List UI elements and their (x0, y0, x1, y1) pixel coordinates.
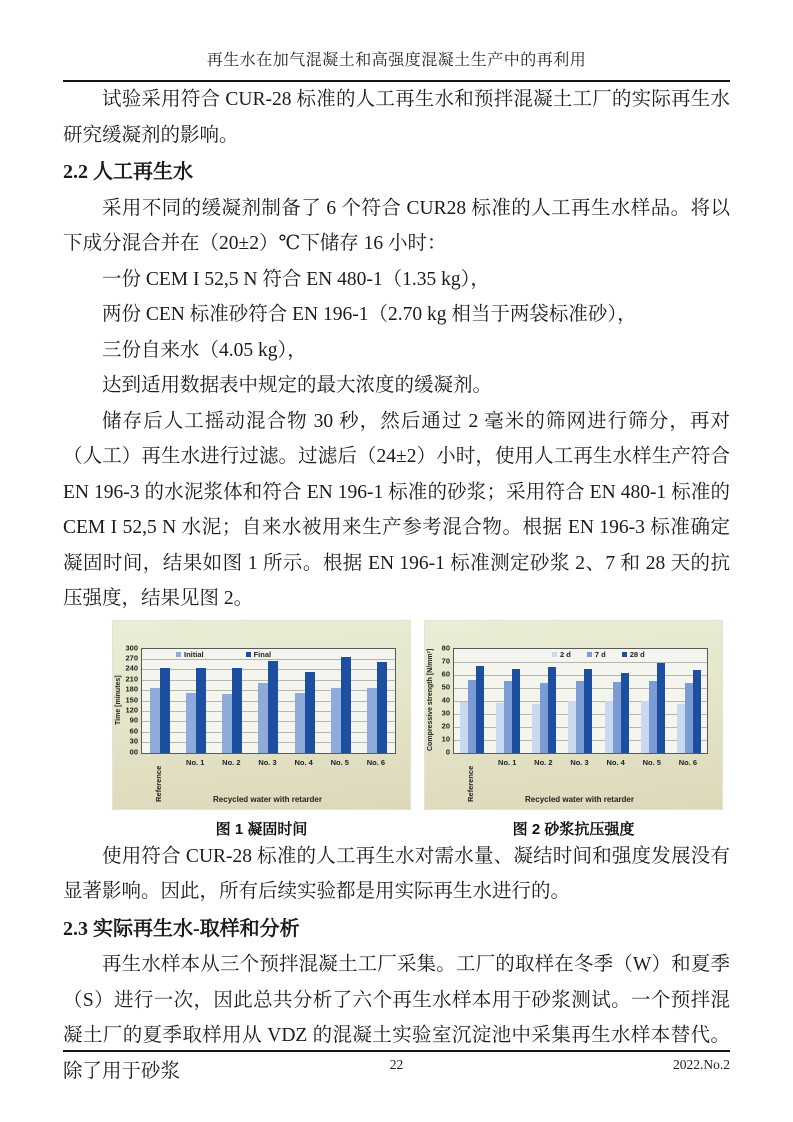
legend-item (552, 651, 571, 659)
legend-swatch (176, 652, 181, 657)
bar (548, 667, 556, 752)
bar (232, 668, 242, 753)
bar (568, 701, 576, 753)
bar (532, 704, 540, 753)
paragraph: 采用不同的缓凝剂制备了 6 个符合 CUR28 标准的人工再生水样品。将以下成分混合并在（20±2）℃下储存 16 小时： (63, 197, 730, 254)
bar (540, 683, 548, 753)
legend-label: 2 d (560, 649, 571, 659)
y-tick-label: 60 (129, 725, 138, 735)
figure-1 (113, 621, 410, 839)
figure-2-chart (425, 621, 722, 809)
list-item: 一份 CEM I 52,5 N 符合 EN 480-1（1.35 kg）， (102, 268, 490, 290)
x-tick-slot (634, 755, 670, 801)
figures-row (63, 621, 730, 839)
x-tick-label: No. 4 (294, 757, 313, 767)
bar-group (287, 649, 323, 753)
bar-group (490, 649, 526, 753)
bar-group (635, 649, 671, 753)
legend-label: Initial (184, 649, 204, 659)
x-tick-slot (286, 755, 322, 801)
legend (176, 651, 271, 659)
legend-item (246, 651, 272, 659)
page-body (0, 82, 793, 1089)
bar (468, 680, 476, 753)
x-tick-label: No. 1 (498, 757, 517, 767)
plot-area (453, 648, 708, 754)
x-axis-title: Recycled water with retarder (525, 794, 634, 804)
y-tick-label: 240 (125, 663, 138, 673)
legend-item (176, 651, 204, 659)
legend-item (622, 651, 645, 659)
bar (693, 670, 701, 753)
y-tick-label: 300 (125, 642, 138, 652)
x-tick-slot (670, 755, 706, 801)
bar (331, 688, 341, 752)
x-axis-ticks (453, 755, 706, 801)
bar (685, 683, 693, 753)
bar (367, 688, 377, 752)
y-tick-label: 210 (125, 673, 138, 683)
legend-swatch (587, 652, 592, 657)
x-tick-label: No. 5 (330, 757, 349, 767)
y-tick-label: 0 (445, 746, 450, 756)
x-tick-slot (453, 755, 489, 801)
x-tick-slot (525, 755, 561, 801)
legend-label: 7 d (594, 649, 606, 659)
y-tick-label: 60 (441, 668, 450, 678)
journal-issue: 2022.No.2 (673, 1057, 730, 1072)
list-item: 达到适用数据表中规定的最大浓度的缓凝剂。 (102, 375, 493, 396)
bar (576, 681, 584, 753)
y-tick-label: 80 (441, 642, 450, 652)
y-tick-label: 180 (125, 684, 138, 694)
legend-label: Final (253, 649, 272, 659)
x-tick-label: No. 2 (534, 757, 553, 767)
bar-groups (142, 649, 395, 753)
y-tick-label: 30 (129, 736, 138, 746)
bar (460, 702, 468, 753)
x-tick-label: No. 2 (222, 757, 241, 767)
x-tick-slot (213, 755, 249, 801)
legend-item (587, 651, 606, 659)
x-tick-label: No. 6 (678, 757, 698, 767)
bar-groups (454, 649, 707, 753)
y-tick-label: 150 (125, 694, 138, 704)
bar (496, 703, 504, 752)
bar (258, 683, 268, 752)
bar-group (359, 649, 395, 753)
figure-1-chart (113, 621, 410, 809)
paragraph: 使用符合 CUR-28 标准的人工再生水对需水量、凝结时间和强度发展没有显著影响。因此，所有后续实验都是用实际再生水进行的。 (63, 845, 730, 902)
bar (160, 668, 170, 753)
y-tick-label: 10 (441, 733, 450, 743)
bar (649, 681, 657, 753)
bar (377, 662, 387, 752)
running-title: 再生水在加气混凝土和高强度混凝土生产中的再利用 (206, 52, 587, 69)
y-tick-label: 90 (129, 715, 138, 725)
legend-label: 28 d (629, 649, 645, 659)
bar (677, 704, 685, 753)
y-tick-label: 50 (441, 681, 450, 691)
figure-2-caption: 图 2 砂浆抗压强度 (512, 820, 635, 838)
page-header (0, 0, 793, 82)
bar-group (214, 649, 250, 753)
paragraph: 再生水样本从三个预拌混凝土工厂采集。工厂的取样在冬季（W）和夏季（S）进行一次，因此总共分析了六个再生水样本用于砂浆测试。一个预拌混凝土厂的夏季取样用从 VDZ 的混凝土实验室沉淀池中采集再生水样本替代。除了用于砂浆 (63, 954, 730, 1082)
bar (196, 668, 206, 753)
legend-swatch (622, 652, 627, 657)
paragraph: 试验采用符合 CUR-28 标准的人工再生水和预拌混凝土工厂的实际再生水研究缓凝剂的影响。 (63, 89, 730, 146)
x-tick-slot (177, 755, 213, 801)
figure-2 (425, 621, 722, 839)
x-tick-slot (249, 755, 285, 801)
x-tick-slot (322, 755, 358, 801)
bar (613, 682, 621, 752)
bar-group (142, 649, 178, 753)
x-tick-slot (141, 755, 177, 801)
y-tick-label: 270 (125, 653, 138, 663)
bar-group (599, 649, 635, 753)
y-tick-label: 120 (125, 705, 138, 715)
bar (150, 688, 160, 752)
x-tick-label: Reference (154, 765, 164, 802)
x-tick-label: No. 5 (642, 757, 661, 767)
bar (641, 701, 649, 753)
bar (504, 681, 512, 753)
x-tick-label: No. 6 (366, 757, 386, 767)
bar (305, 672, 315, 753)
bar-group (526, 649, 562, 753)
bar-group (178, 649, 214, 753)
bar-group (323, 649, 359, 753)
bar (621, 673, 629, 752)
bar (268, 661, 278, 753)
legend (552, 651, 645, 659)
x-axis-ticks (141, 755, 394, 801)
figure-1-caption: 图 1 凝固时间 (215, 820, 308, 838)
bar (657, 663, 665, 752)
section-heading-2-3: 2.3 实际再生水-取样和分析 (63, 917, 300, 940)
bar (222, 694, 232, 752)
plot-area (141, 648, 396, 754)
x-tick-label: No. 3 (258, 757, 277, 767)
x-tick-label: No. 3 (570, 757, 589, 767)
x-tick-label: Reference (466, 765, 476, 802)
legend-swatch (552, 652, 557, 657)
bar (295, 693, 305, 753)
paragraph: 储存后人工摇动混合物 30 秒，然后通过 2 毫米的筛网进行筛分，再对（人工）再生水进行过滤。过滤后（24±2）小时，使用人工再生水样生产符合 EN 196-3 的水泥浆体和符合 EN 196-1 标准的砂浆；采用符合 EN 480-1 标准的 CEM I 52,5 N 水泥；自来水被用来生产参考混合物。根据 EN 196-3 标准确定凝固时间，结果如图 1 所示。根据 EN 196-1 标准测定砂浆 2、7 和 28 天的抗压强度，结果见图 2。 (63, 410, 730, 609)
y-axis-title: Time [minutes] (115, 674, 122, 725)
bar (512, 669, 520, 752)
x-tick-label: No. 4 (606, 757, 625, 767)
bar-group (671, 649, 707, 753)
y-tick-label: 30 (441, 707, 450, 717)
bar-group (562, 649, 598, 753)
footer-rule (63, 1050, 730, 1052)
y-tick-label: 40 (441, 694, 450, 704)
x-tick-slot (598, 755, 634, 801)
bar (584, 669, 592, 753)
legend-swatch (246, 652, 251, 657)
x-axis-title: Recycled water with retarder (213, 794, 322, 804)
y-tick-label: 70 (441, 655, 450, 665)
x-tick-slot (358, 755, 394, 801)
bar (186, 693, 196, 753)
bar (605, 701, 613, 752)
bar (476, 666, 484, 752)
list-item: 三份自来水（4.05 kg）， (102, 339, 307, 361)
x-tick-slot (489, 755, 525, 801)
x-tick-slot (561, 755, 597, 801)
section-heading-2-2: 2.2 人工再生水 (63, 161, 193, 183)
y-tick-label: 20 (441, 720, 450, 730)
list-item: 两份 CEN 标准砂符合 EN 196-1（2.70 kg 相当于两袋标准砂）， (102, 304, 637, 325)
bar-group (454, 649, 490, 753)
x-tick-label: No. 1 (186, 757, 205, 767)
page-footer (63, 1050, 730, 1073)
page-number: 22 (389, 1057, 404, 1072)
bar (341, 657, 351, 752)
y-tick-label: 00 (129, 746, 138, 756)
bar-group (250, 649, 286, 753)
y-axis-title: Compressive strength [N/mm²] (427, 648, 434, 751)
